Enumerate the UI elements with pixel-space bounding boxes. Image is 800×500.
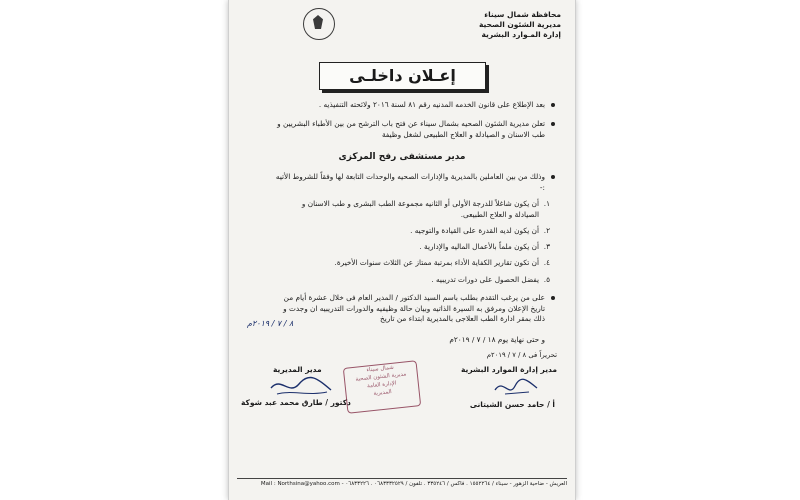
footer-contact: العريش - ضاحية الزهور - سيناء / ١٥٥٢٢٦٤ . فاكس / ٣٣٥٢٤٦ . تلفون / ٠٦٨٣٣٣٢٥٢٩ . ٠٦٨٣٣٢٢٦ - Mail : Northsina@yahoo.com (260, 481, 567, 487)
footer-divider (237, 478, 567, 479)
condition-item: ٣. أن يكون ملماً بالأعمال الماليه والإدارية . (419, 242, 550, 251)
condition-item: ٢. أن يكون لديه القدرة على القيادة والتوجيه . (410, 226, 550, 235)
official-stamp: شمال سيناء مديرية الشئون الصحية الإدارة العامة المديرية (343, 360, 421, 413)
position-heading: مدير مستشفى رفح المركزى (338, 152, 466, 162)
written-date: تحريراً فى ٨ / ٧ / ٢٠١٩م (486, 351, 557, 359)
condition-item: ٥. يفضل الحصول على دورات تدريبيه . (431, 275, 550, 284)
hr-manager-name: أ / حامد حسن الشيتانى (469, 400, 555, 409)
directorate-director-name: دكتور / طارق محمد عبد شوكة (241, 398, 351, 407)
condition-item: ٤. أن تكون تقارير الكفاية الأداء بمرتبة ممتاز عن الثلاث سنوات الأخيرة. (334, 258, 550, 267)
directorate-director-title: مدير المديرية (273, 365, 322, 374)
hr-manager-title: مدير إدارة الموارد البشرية (461, 365, 557, 374)
end-date-line: و حتى نهاية يوم ١٨ / ٧ / ٢٠١٩م (449, 335, 545, 344)
bullet-icon (551, 296, 555, 300)
hr-signature-icon (491, 376, 541, 398)
list-item: وذلك من بين العاملين بالمديرية والإدارات الصحيه والوحدات التابعة لها وفقاً للشروط الأتيه :- (273, 172, 545, 193)
bullet-icon (551, 103, 555, 107)
department-line: إدارة المـوارد البشرية (481, 30, 561, 39)
list-item: على من يرغب التقدم بطلب باسم السيد الدكتور / المدير العام فى خلال عشرة أيام من تاريخ الإعلان ومرفق به السيرة الذاتيه وبيان حالة وظيفيه والدورات التدريبيه ان وجدت و ذلك بمقر ادارة الطب العلاجى بالمديرية ابتداء من تاريخ (273, 293, 545, 325)
handwritten-start-date: ٨ / ٧ / ٢٠١٩م (247, 319, 294, 328)
document-page (228, 0, 576, 500)
governorate-line: محافظة شمال سيناء (484, 10, 561, 19)
bullet-icon (551, 175, 555, 179)
ministry-emblem-icon (303, 8, 335, 40)
director-signature-icon (267, 376, 335, 398)
list-item: تعلن مديرية الشئون الصحيه بشمال سيناء عن فتح باب الترشح من بين الأطباء البشريين و طب الاسنان و الصيادلة و العلاج الطبيعى لشغل وظيفة (273, 119, 545, 140)
letterhead (441, 10, 561, 40)
list-item: بعد الإطلاع على قانون الخدمه المدنيه رقم ٨١ لسنة ٢٠١٦ ولائحته التنفيذيه . (273, 100, 545, 111)
page-title: إعـلان داخلـى (319, 62, 486, 90)
directorate-line: مديرية الشئون الصحية (478, 20, 561, 29)
bullet-icon (551, 122, 555, 126)
condition-item: ١. أن يكون شاغلاً للدرجة الأولى أو الثانيه مجموعة الطب البشرى و طب الاسنان و الصيادلة و العلاج الطبيعى. (301, 199, 550, 219)
